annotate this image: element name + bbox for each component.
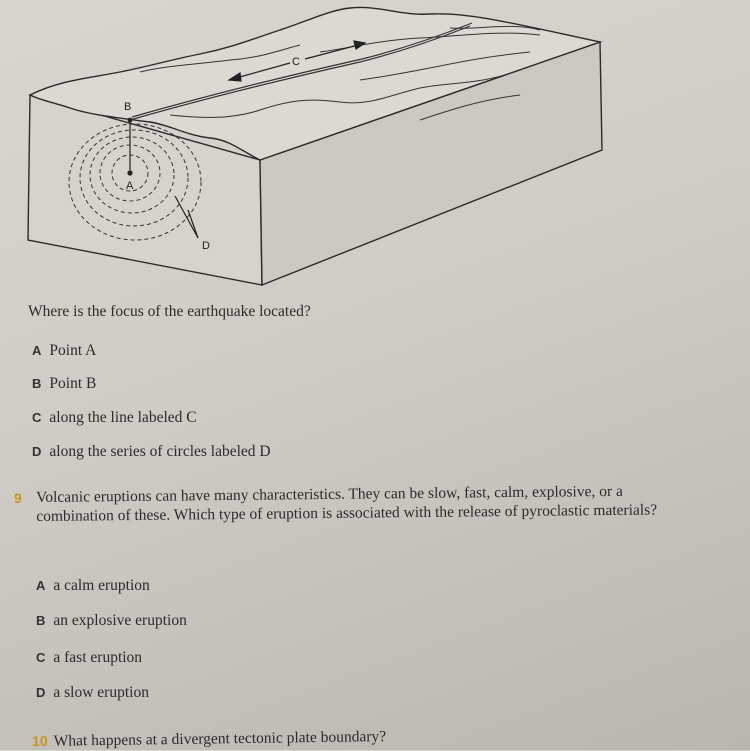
label-a: A <box>126 180 134 192</box>
label-d: D <box>202 240 210 252</box>
label-b: B <box>124 101 132 113</box>
question-8-option-d[interactable]: D along the series of circles labeled D <box>32 443 271 460</box>
question-10-prompt: What happens at a divergent tectonic plate boundary? <box>53 728 387 750</box>
question-9-option-b[interactable]: B an explosive eruption <box>36 612 187 629</box>
question-9-prompt: Volcanic eruptions can have many characteristics. They can be slow, fast, calm, explosive, or a combination of these. Which type of eruption is associated with the release of pyroclastic materials? <box>36 482 658 525</box>
question-9-option-c[interactable]: C a fast eruption <box>36 649 143 666</box>
focus-point <box>127 170 132 175</box>
earthquake-block-diagram <box>0 0 750 300</box>
question-9-number: 9 <box>14 490 22 506</box>
question-8-option-a[interactable]: A Point A <box>32 342 97 359</box>
question-9-option-d[interactable]: D a slow eruption <box>36 684 149 701</box>
question-8-option-b[interactable]: B Point B <box>32 375 97 392</box>
question-10 <box>32 728 386 751</box>
question-8-option-c[interactable]: C along the line labeled C <box>32 409 197 426</box>
label-c: C <box>292 56 300 68</box>
question-9-option-a[interactable]: A a calm eruption <box>36 577 150 594</box>
question-8-prompt: Where is the focus of the earthquake located? <box>28 303 311 320</box>
question-10-number: 10 <box>32 732 48 749</box>
